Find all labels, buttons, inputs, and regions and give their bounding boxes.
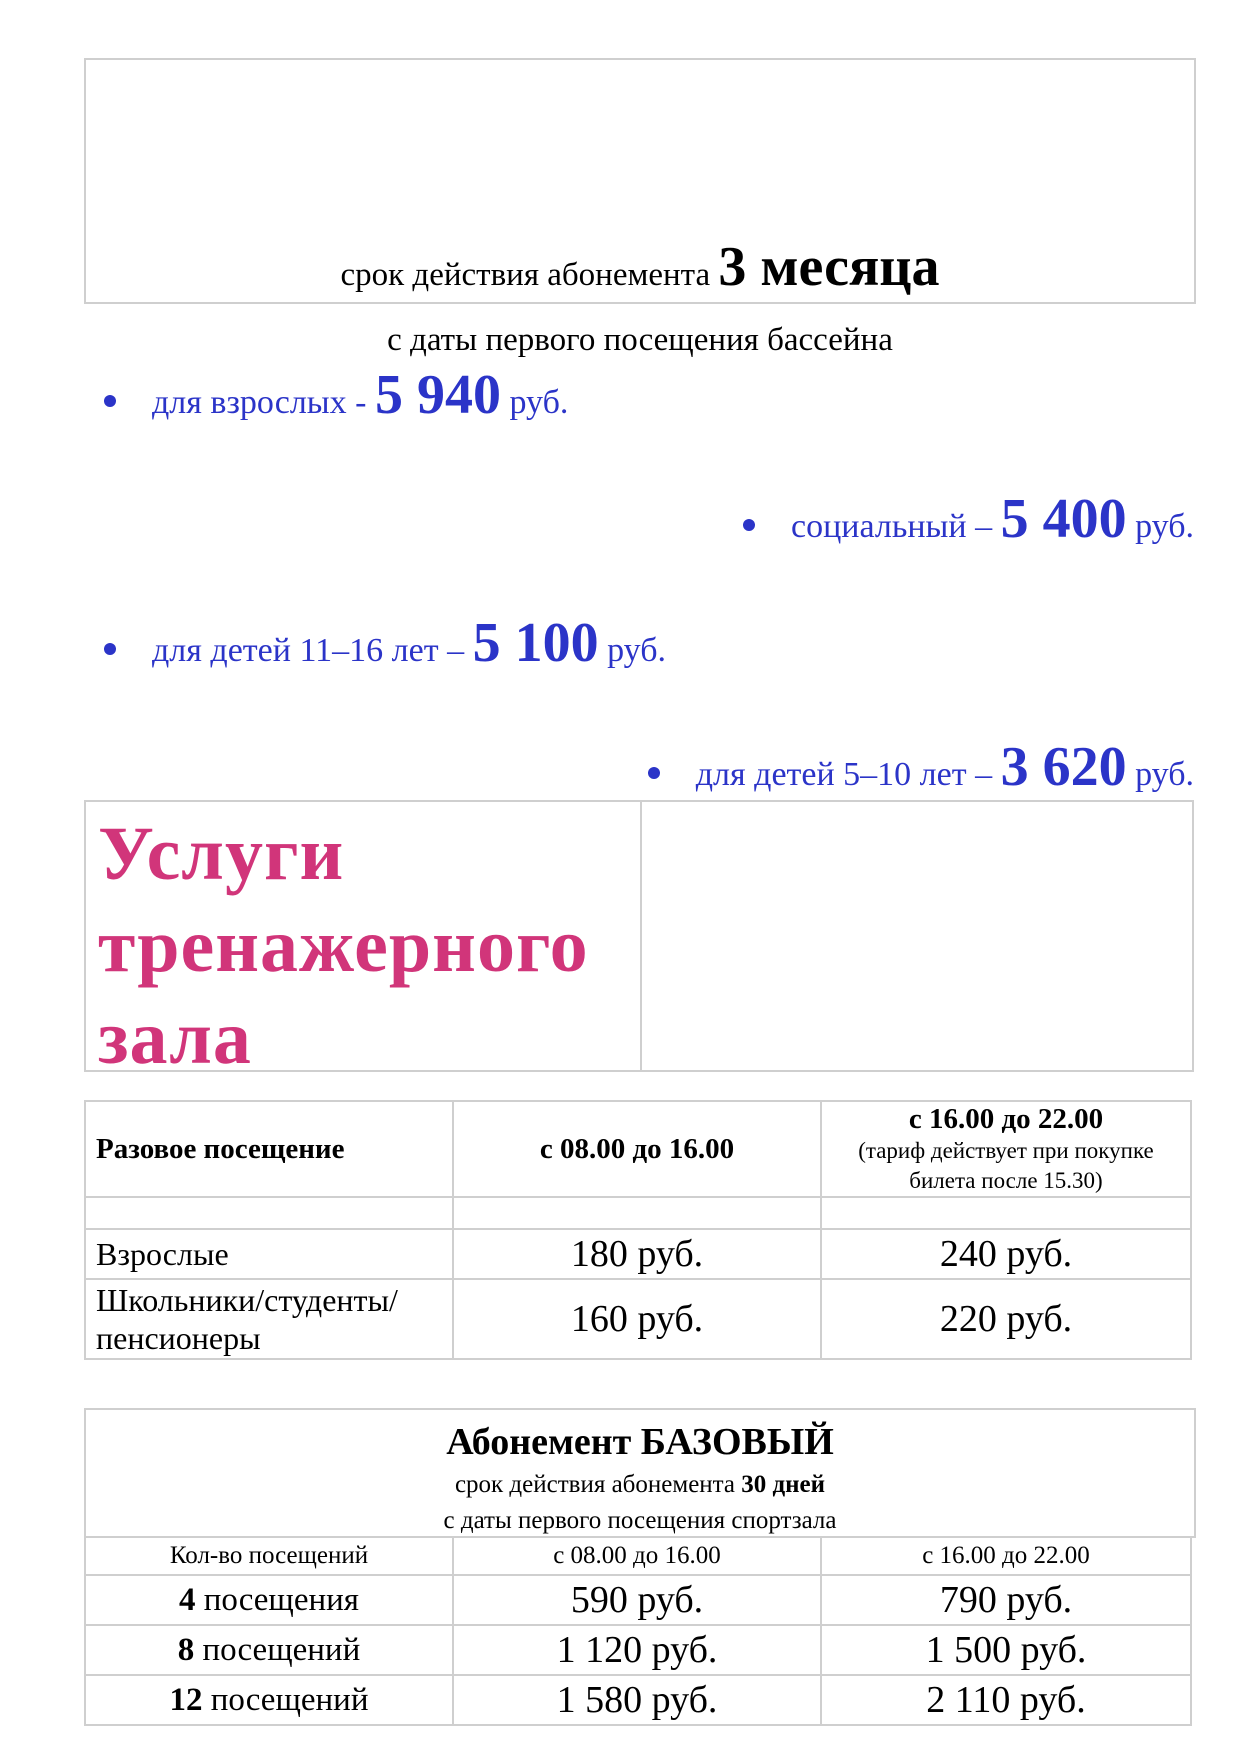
table-row (85, 1229, 1191, 1279)
price-evening: 2 110 руб. (821, 1675, 1191, 1725)
visit-count-number: 8 (177, 1631, 195, 1668)
price-morning: 1 120 руб. (453, 1625, 821, 1675)
empty-cell (821, 1197, 1191, 1229)
price-item-children-11-16 (104, 608, 666, 686)
validity-prefix: срок действия абонемента (340, 257, 711, 293)
header-count: Кол-во посещений (85, 1537, 453, 1575)
row-label (85, 1279, 453, 1359)
header-evening-time: с 16.00 до 22.00 (908, 1102, 1104, 1135)
price-amount: 3 620 (1000, 736, 1127, 798)
table-row (85, 1575, 1191, 1625)
price-evening: 1 500 руб. (821, 1625, 1191, 1675)
table-row (85, 1675, 1191, 1725)
gym-title-line: тренажерного (98, 904, 589, 988)
base-validity-line (86, 1468, 1194, 1502)
bullet-icon (104, 395, 116, 407)
empty-cell (453, 1197, 821, 1229)
price-evening: 790 руб. (821, 1575, 1191, 1625)
header-evening-note-2: билета после 15.30) (909, 1167, 1103, 1193)
visit-count-word: посещений (210, 1681, 369, 1718)
visit-count (85, 1625, 453, 1675)
single-visit-table (84, 1100, 1192, 1360)
empty-cell (85, 1197, 453, 1229)
gym-title-line: Услуги (98, 812, 345, 896)
visit-count-word: посещения (203, 1581, 359, 1618)
price-evening: 240 руб. (821, 1229, 1191, 1279)
column-divider (640, 802, 642, 1070)
header-evening (821, 1101, 1191, 1197)
base-subtitle: с даты первого посещения спортзала (443, 1507, 837, 1534)
table-row (85, 1279, 1191, 1359)
price-morning: 1 580 руб. (453, 1675, 821, 1725)
price-amount: 5 100 (472, 612, 599, 674)
gym-title (98, 808, 638, 1084)
price-unit: руб. (1135, 756, 1194, 793)
table-spacer-row (85, 1197, 1191, 1229)
header-morning: с 08.00 до 16.00 (453, 1537, 821, 1575)
header-single-visit: Разовое посещение (85, 1101, 453, 1197)
header-evening-note-1: (тариф действует при покупке (858, 1137, 1154, 1163)
price-evening: 220 руб. (821, 1279, 1191, 1359)
price-label: для взрослых - (152, 384, 367, 421)
visit-count (85, 1575, 453, 1625)
price-label: для детей 5–10 лет – (695, 756, 993, 793)
price-item-social (743, 484, 1194, 562)
gym-header-box (84, 800, 1194, 1080)
price-morning: 180 руб. (453, 1229, 821, 1279)
validity-box (84, 58, 1196, 358)
header-morning: с 08.00 до 16.00 (453, 1101, 821, 1197)
bullet-icon (648, 767, 660, 779)
row-label-line: пенсионеры (96, 1320, 261, 1356)
price-morning: 160 руб. (453, 1279, 821, 1359)
validity-line (86, 236, 1194, 300)
visit-count-word: посещений (202, 1631, 361, 1668)
row-label: Взрослые (85, 1229, 453, 1279)
table-row (85, 1625, 1191, 1675)
base-subscription-title: Абонемент БАЗОВЫЙ (446, 1421, 834, 1463)
visit-count (85, 1675, 453, 1725)
base-subscription-table (84, 1536, 1192, 1726)
price-item-children-5-10 (648, 732, 1194, 810)
table-header-row (85, 1101, 1191, 1197)
price-unit: руб. (509, 384, 569, 421)
base-validity-prefix: срок действия абонемента (454, 1471, 735, 1498)
gym-title-line: зала (98, 996, 252, 1080)
base-subscription-header (84, 1408, 1196, 1538)
row-label-line: Школьники/студенты/ (96, 1282, 398, 1318)
bullet-icon (104, 643, 116, 655)
header-evening: с 16.00 до 22.00 (821, 1537, 1191, 1575)
price-label: социальный – (791, 508, 993, 545)
visit-count-number: 12 (169, 1681, 203, 1718)
validity-duration: 3 месяца (718, 236, 940, 298)
visit-count-number: 4 (179, 1581, 196, 1618)
price-amount: 5 940 (374, 364, 501, 426)
price-morning: 590 руб. (453, 1575, 821, 1625)
price-unit: руб. (1135, 508, 1194, 545)
bullet-icon (743, 519, 755, 531)
price-unit: руб. (607, 632, 666, 669)
price-label: для детей 11–16 лет – (152, 632, 465, 669)
base-validity-days: 30 дней (741, 1471, 826, 1498)
table-header-row (85, 1537, 1191, 1575)
price-item-adults (104, 360, 568, 438)
validity-subtitle: с даты первого посещения бассейна (387, 322, 893, 358)
price-amount: 5 400 (1000, 488, 1127, 550)
